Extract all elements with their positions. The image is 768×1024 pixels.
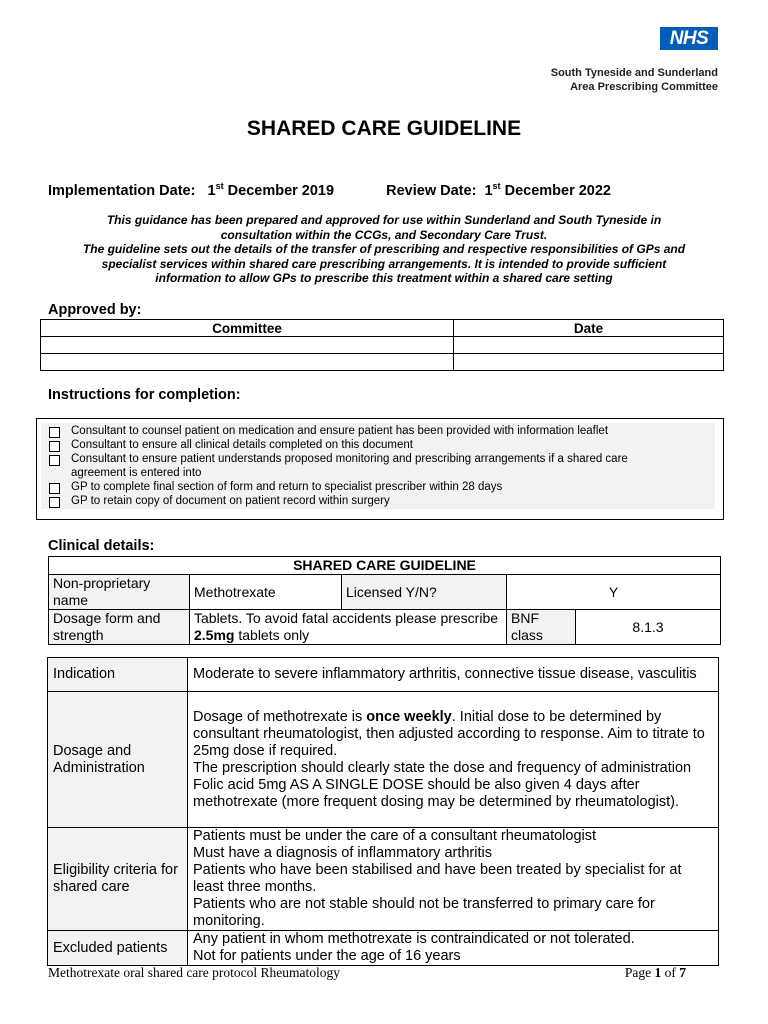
approved-by-label: Approved by:	[48, 302, 142, 318]
implementation-date-day: 1	[207, 183, 216, 199]
review-date-suffix: st	[492, 181, 501, 192]
table-row	[41, 337, 724, 354]
committee-header: Committee	[41, 320, 454, 337]
footer-doc-title: Methotrexate oral shared care protocol Rheumatology	[48, 965, 341, 980]
committee-cell[interactable]	[41, 354, 454, 371]
bnf-label: BNF class	[507, 610, 576, 645]
checkbox[interactable]	[49, 441, 60, 452]
intro-line: This guidance has been prepared and approved for use within Sunderland and South Tyneside in	[106, 213, 662, 227]
checkbox[interactable]	[49, 483, 60, 494]
eligibility-label: Eligibility criteria for shared care	[48, 828, 188, 931]
intro-line: information to allow GPs to prescribe this treatment within a shared care setting	[155, 271, 613, 285]
review-date-day: 1	[484, 183, 493, 199]
dates-line	[48, 183, 611, 199]
intro-line: specialist services within shared care prescribing arrangements. It is intended to provide sufficient	[101, 256, 667, 271]
implementation-date-suffix: st	[215, 181, 224, 192]
instructions-list: Consultant to counsel patient on medication and ensure patient has been provided with information leaflet Consultant to ensure all clinical details completed on this document Consultant to ensure patient understands proposed monitoring and prescribing arrangements if a shared care agreement is entered into GP to complete final section of form and return to specialist prescriber within 28 days GP to retain copy of document on patient record within surgery	[41, 423, 715, 509]
excluded-label: Excluded patients	[48, 931, 188, 966]
indication-label: Indication	[48, 658, 188, 692]
clinical-table-title: SHARED CARE GUIDELINE	[49, 557, 721, 575]
nonproprietary-value: Methotrexate	[190, 575, 342, 610]
review-date-label: Review Date:	[386, 183, 477, 199]
implementation-date-label: Implementation Date:	[48, 183, 196, 199]
bnf-value: 8.1.3	[576, 610, 721, 645]
intro-paragraph	[60, 213, 708, 286]
document-title: SHARED CARE GUIDELINE	[246, 117, 522, 140]
header-logo-block	[540, 22, 730, 100]
licensed-value: Y	[507, 575, 721, 610]
clinical-details-label: Clinical details:	[48, 538, 155, 554]
committee-cell[interactable]	[41, 337, 454, 354]
intro-line: consultation within the CCGs, and Secondary Care Trust.	[220, 227, 548, 242]
page-number: Page 1 of 7	[624, 965, 686, 980]
approved-by-table	[40, 319, 724, 371]
dosage-label: Dosage and Administration	[48, 692, 188, 828]
review-date-rest: December 2022	[504, 183, 612, 199]
checkbox[interactable]	[49, 455, 60, 466]
org-name-line2: Area Prescribing Committee	[570, 81, 718, 93]
checkbox[interactable]	[49, 427, 60, 438]
table-row	[41, 354, 724, 371]
dosage-form-label: Dosage form and strength	[49, 610, 190, 645]
nhs-logo: NHS	[660, 27, 718, 50]
intro-line: The guideline sets out the details of the transfer of prescribing and respective responsibilities of GPs and	[82, 242, 686, 256]
org-name-line1: South Tyneside and Sunderland	[550, 67, 718, 79]
dosage-form-value: Tablets. To avoid fatal accidents please prescribe 2.5mg tablets only	[190, 610, 507, 645]
date-cell[interactable]	[454, 354, 724, 371]
implementation-date-rest: December 2019	[227, 183, 335, 199]
date-cell[interactable]	[454, 337, 724, 354]
nonproprietary-label: Non-proprietary name	[49, 575, 190, 610]
dosage-text: Dosage of methotrexate is once weekly. Initial dose to be determined by consultant rheumatologist, then adjusted according to response. Aim to titrate to 25mg dose if required. The prescription should clearly state the dose and frequency of administration Folic acid 5mg AS A SINGLE DOSE should be also given 4 days after methotrexate (more frequent dosing may be determined by rheumatologist).	[188, 692, 719, 828]
instructions-label: Instructions for completion:	[48, 387, 241, 403]
date-header: Date	[454, 320, 724, 337]
eligibility-text: Patients must be under the care of a consultant rheumatologist Must have a diagnosis of inflammatory arthritis Patients who have been stabilised and have been treated by specialist for at least three months. Patients who are not stable should not be transferred to primary care for monitoring.	[188, 828, 719, 931]
indication-text: Moderate to severe inflammatory arthritis, connective tissue disease, vasculitis	[188, 658, 719, 692]
checkbox[interactable]	[49, 497, 60, 508]
instructions-box	[36, 418, 724, 520]
details-table	[47, 657, 719, 966]
clinical-table	[48, 556, 721, 645]
excluded-text: Any patient in whom methotrexate is contraindicated or not tolerated. Not for patients under the age of 16 years	[188, 931, 719, 966]
licensed-label: Licensed Y/N?	[342, 575, 507, 610]
page-footer	[48, 965, 688, 981]
